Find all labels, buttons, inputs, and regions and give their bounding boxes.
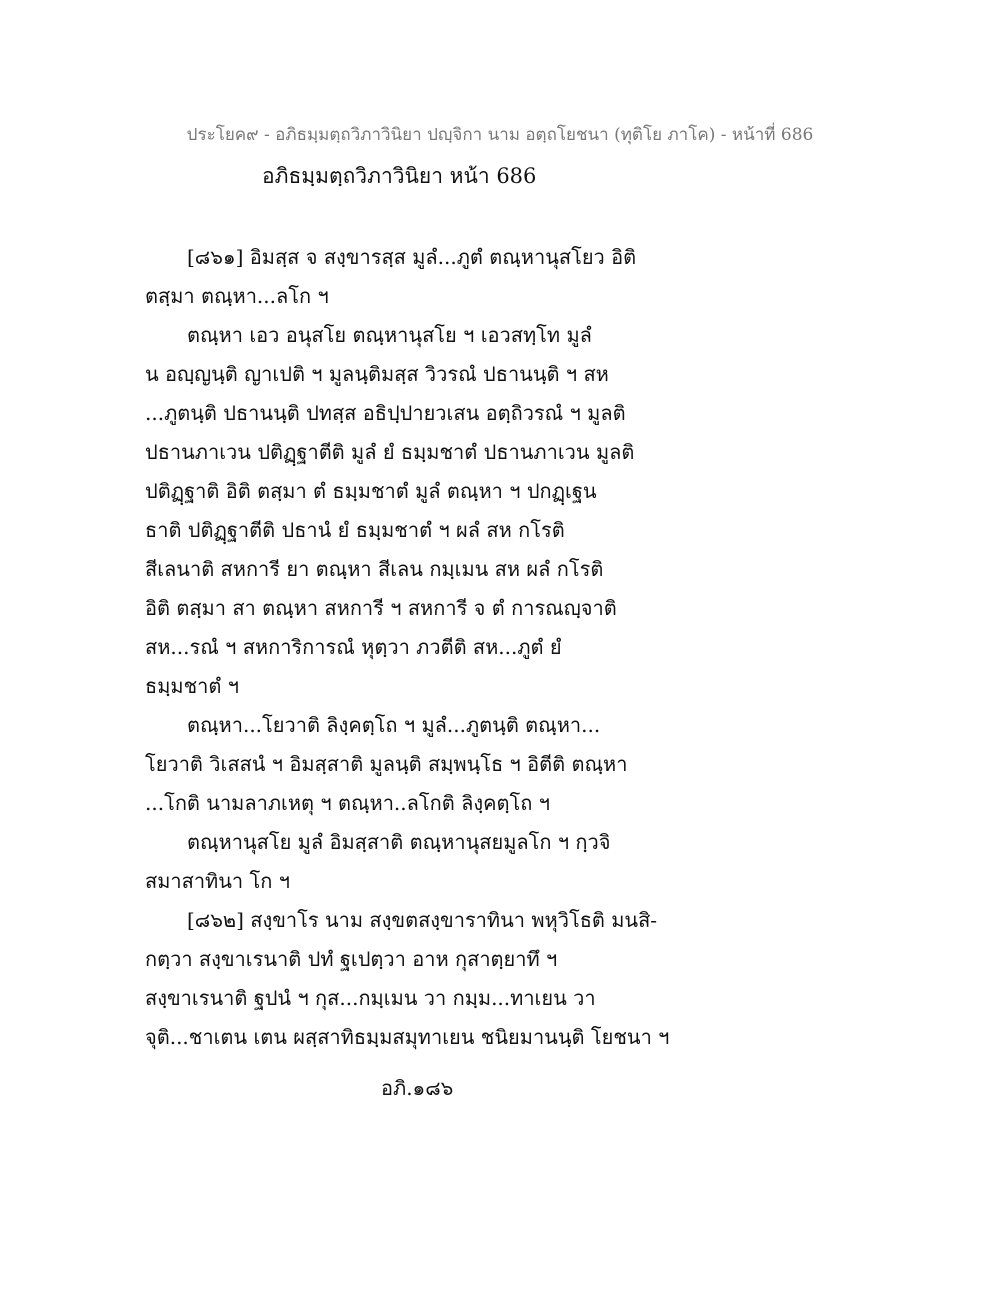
running-header: ประโยค๙ - อภิธมฺมตฺถวิภาวินิยา ปญฺจิกา นาม อตฺถโยชนา (ทุติโย ภาโค) - หน้าที่ 686 <box>186 125 814 145</box>
text-line: ตณฺหา เอว อนุสโย ตณฺหานุสโย ฯ เอวสทฺโท มูลํ <box>187 323 592 347</box>
text-line: ตสฺมา ตณฺหา...ลโก ฯ <box>145 284 329 308</box>
text-line: ธาติ ปติฏฺฐาตีติ ปธานํ ยํ ธมฺมชาตํ ฯ ผลํ สห กโรติ <box>145 518 565 542</box>
text-line: สงฺขาเรนาติ ฐปนํ ฯ กุส...กมฺเมน วา กมฺม...ทาเยน วา <box>145 986 596 1010</box>
text-line: อิติ ตสฺมา สา ตณฺหา สหการี ฯ สหการี จ ตํ การณญฺจาติ <box>145 596 617 620</box>
text-line: ตณฺหา...โยวาติ ลิงฺคตฺโถ ฯ มูลํ...ภูตนฺติ ตณฺหา... <box>187 713 601 737</box>
body-text <box>145 238 685 1057</box>
text-line: ...ภูตนฺติ ปธานนฺติ ปทสฺส อธิปฺปายวเสน อตฺถิวรณํ ฯ มูลติ <box>145 401 626 425</box>
text-line: ตณฺหานุสโย มูลํ อิมสฺสาติ ตณฺหานุสยมูลโก ฯ กฺวจิ <box>187 830 611 854</box>
text-line: กตฺวา สงฺขาเรนาติ ปทํ ฐเปตฺวา อาห กุสาตฺยาทึ ฯ <box>145 947 558 971</box>
text-line: ปธานภาเวน ปติฏฺฐาตีติ มูลํ ยํ ธมฺมชาตํ ปธานภาเวน มูลติ <box>145 440 635 464</box>
text-line: น อญฺญนฺติ ญาเปติ ฯ มูลนฺติมสฺส วิวรณํ ปธานนฺติ ฯ สห <box>145 362 609 386</box>
text-line: [๘๖๒] สงฺขาโร นาม สงฺขตสงฺขาราทินา พหุวิโธติ มนสิ- <box>187 908 658 932</box>
text-line: สห...รณํ ฯ สหการิการณํ หุตฺวา ภวตีติ สห...ภูตํ ยํ <box>145 635 562 659</box>
text-line: ...โกติ นามลาภเหตุ ฯ ตณฺหา..ลโกติ ลิงฺคตฺโถ ฯ <box>145 791 550 815</box>
text-line: จุติ...ชาเตน เตน ผสฺสาทิธมฺมสมุทาเยน ชนิยมานนฺติ โยชนา ฯ <box>145 1025 670 1049</box>
text-line: สีเลนาติ สหการี ยา ตณฺหา สีเลน กมฺเมน สห ผลํ กโรติ <box>145 557 604 581</box>
text-line: โยวาติ วิเสสนํ ฯ อิมสฺสาติ มูลนฺติ สมฺพนฺโธ ฯ อิตีติ ตณฺหา <box>145 752 628 776</box>
text-line: ปติฏฺฐาติ อิติ ตสฺมา ตํ ธมฺมชาตํ มูลํ ตณฺหา ฯ ปกฏฺเฐน <box>145 479 597 503</box>
text-line: ธมฺมชาตํ ฯ <box>145 674 239 698</box>
text-line: สมาสาทินา โก ฯ <box>145 869 290 893</box>
page-marker: อภิ.๑๘๖ <box>381 1076 454 1100</box>
page-title: อภิธมฺมตฺถวิภาวินิยา หน้า 686 <box>262 164 537 188</box>
text-line: [๘๖๑] อิมสฺส จ สงฺขารสฺส มูลํ...ภูตํ ตณฺหานุสโยว อิติ <box>187 245 637 269</box>
